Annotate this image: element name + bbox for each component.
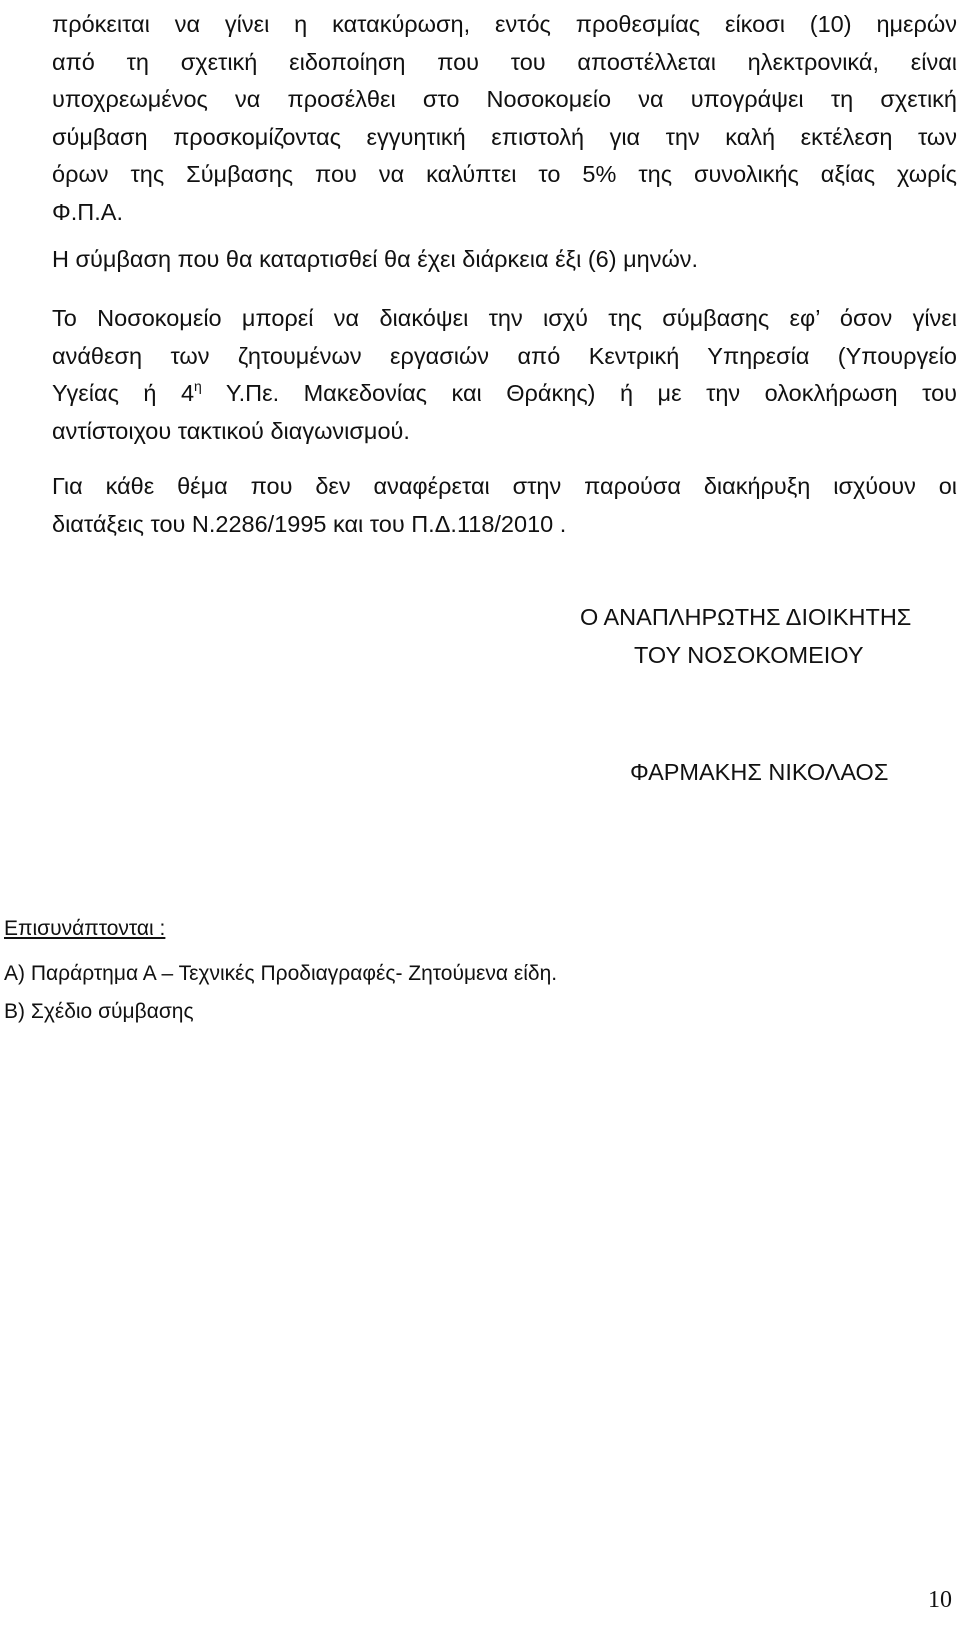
text-line: όρων της Σύμβασης που να καλύπτει το 5% της συνολικής αξίας χωρίς bbox=[52, 161, 957, 187]
paragraph-award-terms bbox=[52, 6, 957, 231]
attachments-list bbox=[4, 955, 557, 1031]
text-line bbox=[52, 375, 957, 413]
text-line: αντίστοιχου τακτικού διαγωνισμού. bbox=[52, 417, 410, 444]
text-line: διατάξεις του Ν.2286/1995 και του Π.Δ.118/2010 . bbox=[52, 510, 567, 537]
text-line: από τη σχετική ειδοποίηση που του αποστέλλεται ηλεκτρονικά, είναι bbox=[52, 48, 957, 75]
paragraph-applicable-law bbox=[52, 468, 957, 543]
paragraph-termination-clause bbox=[52, 300, 957, 450]
text-segment: Υ.Πε. Μακεδονίας και Θράκης) ή με την ολοκλήρωση του bbox=[201, 380, 957, 406]
signatory-title-line-2: ΤΟΥ ΝΟΣΟΚΟΜΕΙΟΥ bbox=[634, 642, 864, 668]
text-segment: Υγείας ή 4 bbox=[52, 380, 195, 406]
attachment-item: Α) Παράρτημα Α – Τεχνικές Προδιαγραφές- Ζητούμενα είδη. bbox=[4, 962, 558, 985]
signatory-title-line-1: Ο ΑΝΑΠΛΗΡΩΤΗΣ ΔΙΟΙΚΗΤΗΣ bbox=[580, 604, 912, 630]
text-line: σύμβαση προσκομίζοντας εγγυητική επιστολή για την καλή εκτέλεση των bbox=[52, 123, 957, 150]
text-line: πρόκειται να γίνει η κατακύρωση, εντός προθεσμίας είκοσι (10) ημερών bbox=[52, 11, 957, 37]
attachment-item: Β) Σχέδιο σύμβασης bbox=[4, 1000, 194, 1023]
text-line: Το Νοσοκομείο μπορεί να διακόψει την ισχύ της σύμβασης εφ’ όσον γίνει bbox=[52, 305, 957, 331]
text-line: Η σύμβαση που θα καταρτισθεί θα έχει διάρκεια έξι (6) μηνών. bbox=[52, 246, 699, 272]
text-line: υποχρεωμένος να προσέλθει στο Νοσοκομείο να υπογράψει τη σχετική bbox=[52, 86, 957, 112]
attachments-heading: Επισυνάπτονται : bbox=[4, 917, 166, 940]
paragraph-contract-duration bbox=[52, 241, 957, 279]
text-line: ανάθεση των ζητουμένων εργασιών από Κεντρική Υπηρεσία (Υπουργείο bbox=[52, 342, 957, 369]
text-line: Για κάθε θέμα που δεν αναφέρεται στην παρούσα διακήρυξη ισχύουν οι bbox=[52, 473, 957, 499]
text-line: Φ.Π.Α. bbox=[52, 198, 123, 225]
ordinal-superscript: η bbox=[194, 378, 202, 394]
page-number: 10 bbox=[928, 1587, 952, 1613]
signatory-name: ΦΑΡΜΑΚΗΣ ΝΙΚΟΛΑΟΣ bbox=[630, 759, 889, 785]
